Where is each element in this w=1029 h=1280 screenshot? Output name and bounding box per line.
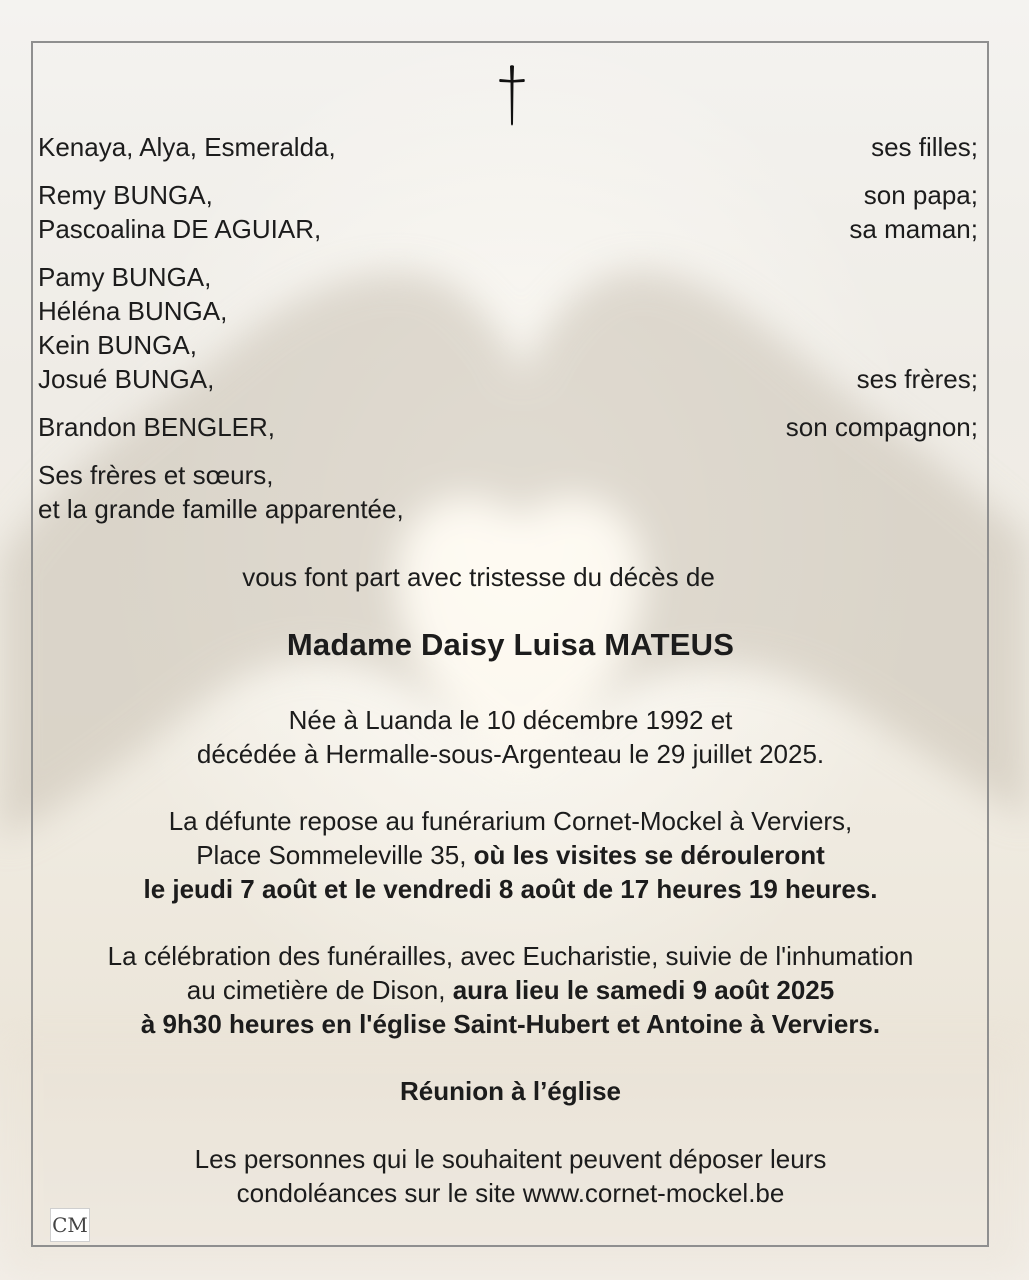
funeral-time-place: à 9h30 heures en l'église Saint-Hubert et Antoine à Verviers.: [140, 1009, 881, 1039]
visitation-dates: le jeudi 7 août et le vendredi 8 août de 17 heures 19 heures.: [143, 874, 878, 904]
meeting-note: [0, 1074, 1021, 1108]
deceased-name: Madame Daisy Luisa MATEUS: [286, 627, 735, 662]
daughters-names: Kenaya, Alya, Esmeralda,: [38, 132, 336, 162]
sibling-name: Josué BUNGA,: [38, 364, 215, 394]
death-line: décédée à Hermalle-sous-Argenteau le 29 juillet 2025.: [196, 739, 825, 769]
partner-name: Brandon BENGLER,: [38, 412, 276, 442]
visitation-line-1: La défunte repose au funérarium Cornet-Mockel à Verviers,: [168, 806, 853, 836]
funeral-line-3: [0, 1007, 1021, 1041]
cross-icon: [497, 64, 527, 128]
condolences-line-2: condoléances sur le site www.cornet-mockel.be: [236, 1178, 785, 1208]
siblings-relation: ses frères;: [856, 364, 978, 394]
sibling-name: Héléna BUNGA,: [38, 296, 228, 326]
funeral-cemetery: au cimetière de Dison,: [186, 975, 446, 1005]
mother-relation: sa maman;: [849, 214, 978, 244]
extended-family-line: Ses frères et sœurs,: [38, 460, 274, 490]
mother-name: Pascoalina DE AGUIAR,: [38, 214, 322, 244]
announcement-intro: vous font part avec tristesse du décès de: [242, 562, 715, 592]
daughters-relation: ses filles;: [871, 132, 978, 162]
funeral-date: aura lieu le samedi 9 août 2025: [452, 975, 835, 1005]
extended-family-line: et la grande famille apparentée,: [38, 494, 404, 524]
visitation-info: où les visites se dérouleront: [473, 840, 825, 870]
visitation-address: Place Sommeleville 35,: [196, 840, 467, 870]
father-name: Remy BUNGA,: [38, 180, 213, 210]
birth-line: Née à Luanda le 10 décembre 1992 et: [288, 705, 733, 735]
cornet-mockel-logo: CM: [50, 1208, 90, 1242]
condolences-line-1: Les personnes qui le souhaitent peuvent déposer leurs: [194, 1144, 827, 1174]
father-relation: son papa;: [863, 180, 978, 210]
partner-relation: son compagnon;: [785, 412, 978, 442]
sibling-name: Pamy BUNGA,: [38, 262, 212, 292]
visitation-line-3: [0, 872, 1021, 906]
sibling-name: Kein BUNGA,: [38, 330, 197, 360]
funeral-line-1: La célébration des funérailles, avec Eucharistie, suivie de l'inhumation: [107, 941, 914, 971]
visitation-line-2: [0, 838, 1021, 872]
funeral-line-2: [0, 973, 1021, 1007]
meeting-text: Réunion à l’église: [399, 1076, 622, 1106]
